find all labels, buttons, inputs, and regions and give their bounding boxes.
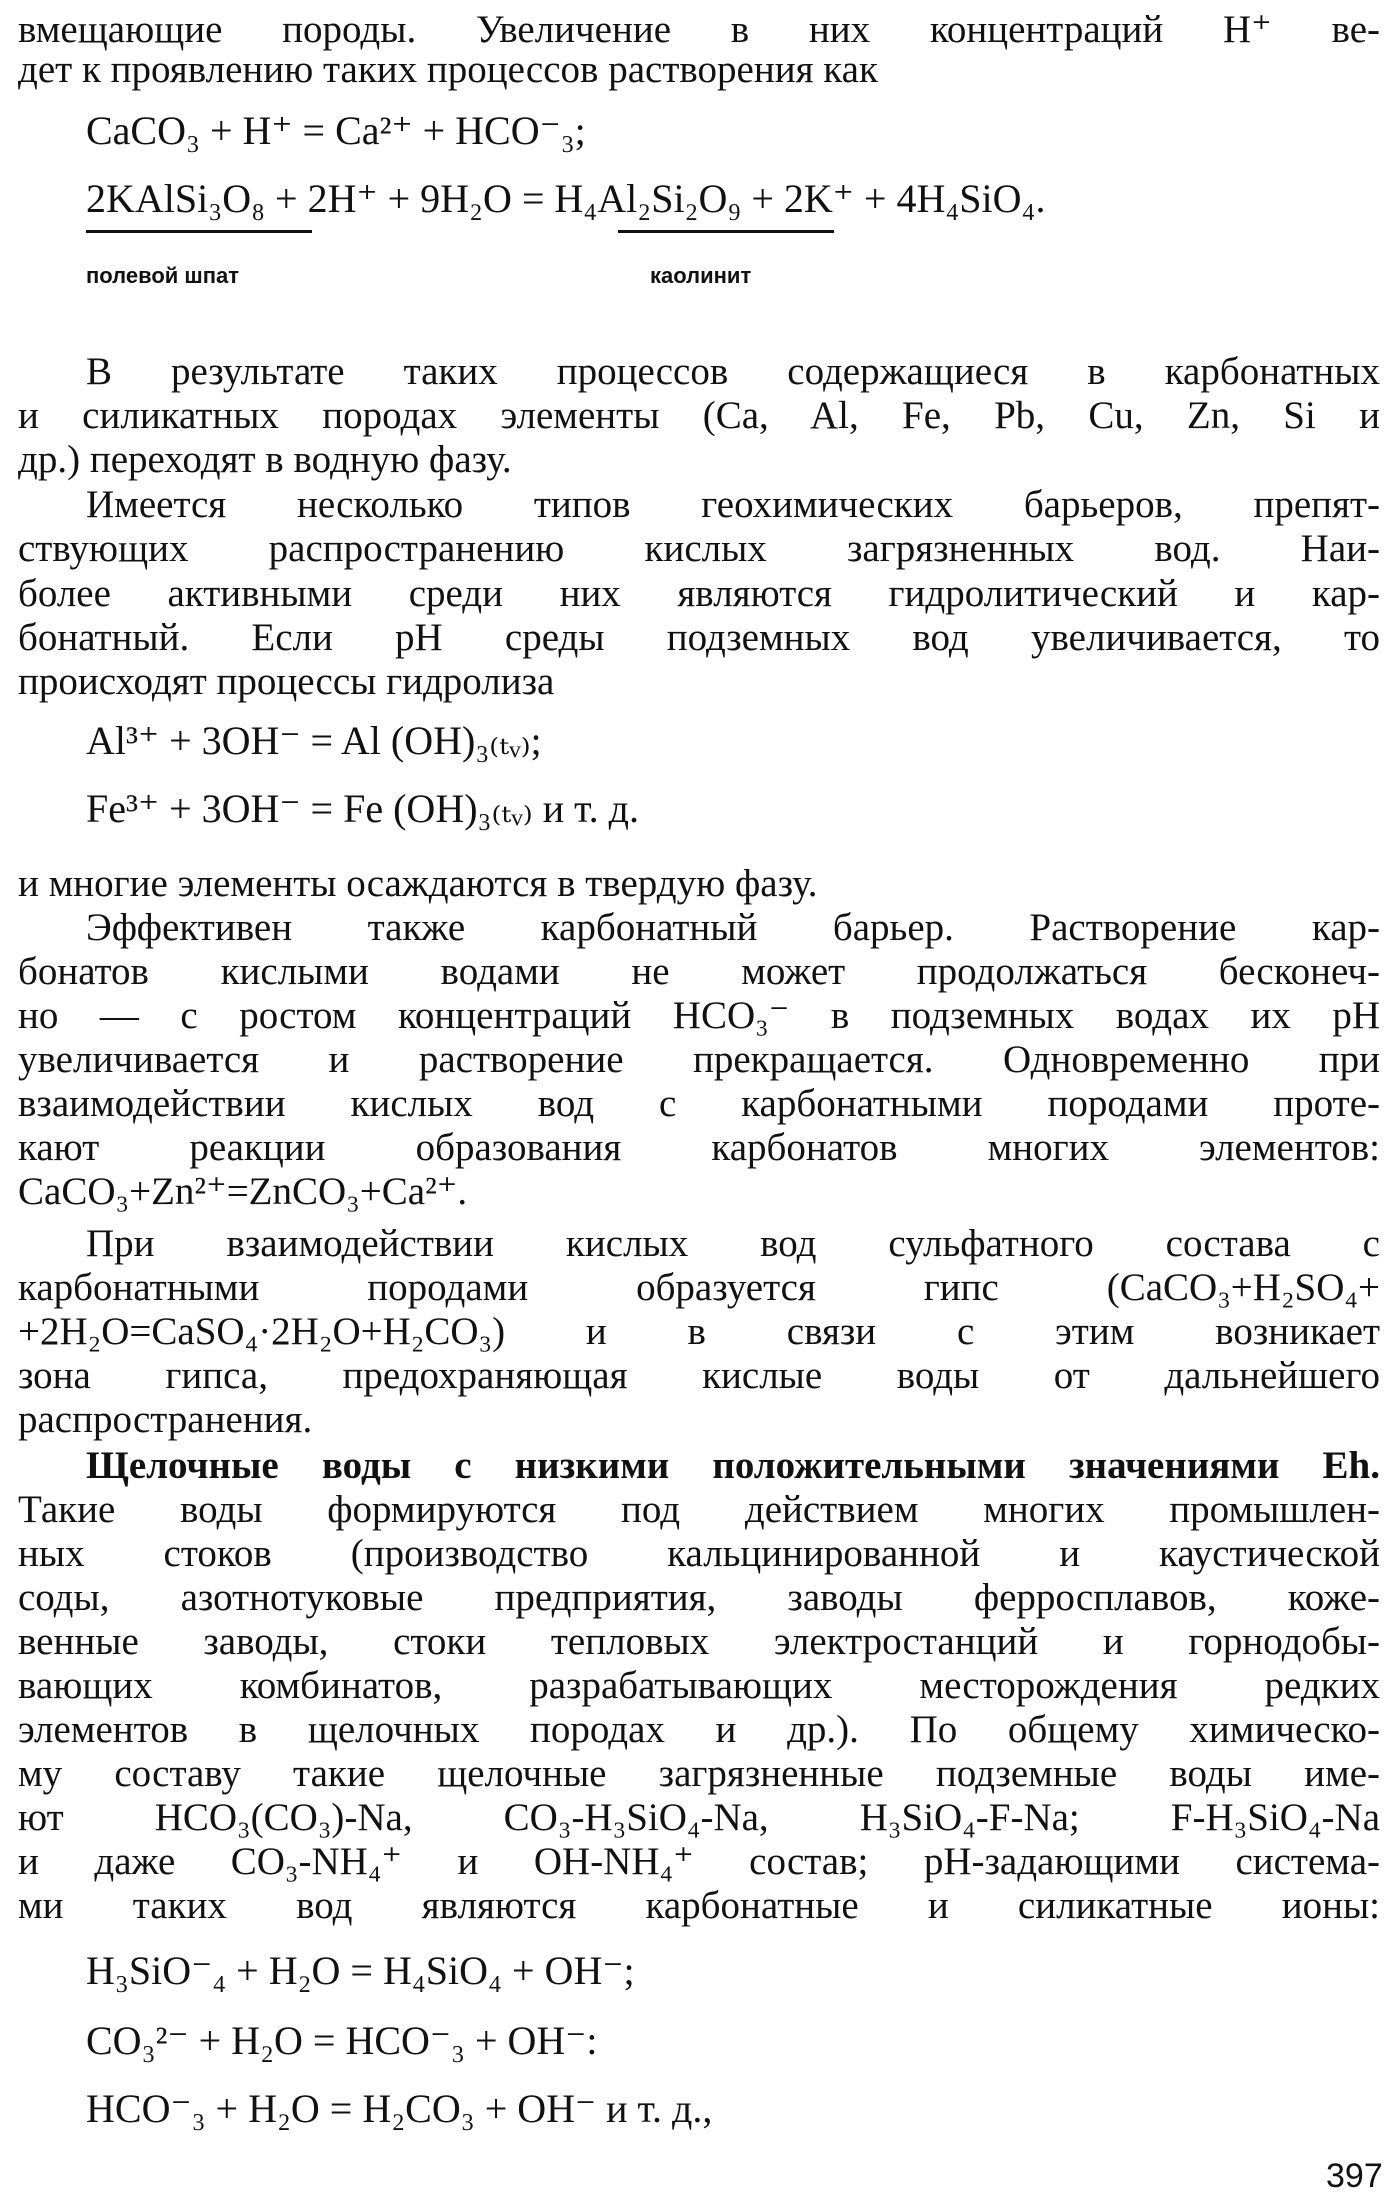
- text-line: +2H₂O=CaSO₄·2H₂O+H₂CO₃) и в связи с этим возникает: [18, 1310, 1380, 1353]
- equation-iron-hydrolysis: Fe³⁺ + 3OH⁻ = Fe (OH)₃₍ₜᵥ₎ и т. д.: [86, 786, 639, 831]
- text-line: и даже CO₃-NH₄⁺ и OH-NH₄⁺ состав; pH-задающими система-: [18, 1840, 1380, 1883]
- text-line: соды, азотнотуковые предприятия, заводы ферросплавов, коже-: [18, 1576, 1380, 1619]
- kaolinite-underline: [618, 230, 834, 233]
- text-line: вмещающие породы. Увеличение в них концентраций H⁺ ве-: [18, 8, 1380, 51]
- equation-feldspar-kaolinite: 2KAlSi₃O₈ + 2H⁺ + 9H₂O = H₄Al₂Si₂O₉ + 2K⁺ + 4H₄SiO₄.: [86, 176, 1046, 221]
- text-line: ют HCO₃(CO₃)-Na, CO₃-H₃SiO₄-Na, H₃SiO₄-F-Na; F-H₃SiO₄-Na: [18, 1796, 1380, 1839]
- text-line: ми таких вод являются карбонатные и силикатные ионы:: [18, 1884, 1380, 1927]
- label-feldspar: полевой шпат: [86, 263, 240, 288]
- equation-bicarbonate-hydrolysis: HCO⁻₃ + H₂O = H₂CO₃ + OH⁻ и т. д.,: [86, 2086, 713, 2131]
- text-line: Такие воды формируются под действием многих промышлен-: [18, 1488, 1380, 1531]
- text-line: кают реакции образования карбонатов многих элементов:: [18, 1126, 1380, 1169]
- text-line: му составу такие щелочные загрязненные подземные воды име-: [18, 1752, 1380, 1795]
- text-line: дет к проявлению таких процессов растворения как: [18, 48, 878, 91]
- text-line: вающих комбинатов, разрабатывающих месторождения редких: [18, 1664, 1380, 1707]
- text-line: элементов в щелочных породах и др.). По общему химическо-: [18, 1708, 1380, 1751]
- text-line: увеличивается и растворение прекращается. Одновременно при: [18, 1038, 1380, 1081]
- text-line: В результате таких процессов содержащиеся в карбонатных: [86, 350, 1380, 393]
- text-line: др.) переходят в водную фазу.: [18, 438, 512, 481]
- text-line: зона гипса, предохраняющая кислые воды от дальнейшего: [18, 1354, 1380, 1397]
- page-number: 397: [1326, 2157, 1383, 2195]
- text-line: но — с ростом концентраций HCO₃⁻ в подземных водах их pH: [18, 994, 1380, 1037]
- section-heading: Щелочные воды с низкими положительными значениями Eh.: [86, 1444, 1380, 1487]
- text-line: и многие элементы осаждаются в твердую фазу.: [18, 862, 818, 905]
- text-line: CaCO₃+Zn²⁺=ZnCO₃+Ca²⁺.: [18, 1170, 468, 1213]
- text-line: ствующих распространению кислых загрязненных вод. Наи-: [18, 527, 1380, 570]
- equation-calcite-dissolution: CaCO₃ + H⁺ = Ca²⁺ + HCO⁻₃;: [86, 108, 586, 153]
- equation-silicate-hydrolysis: H₃SiO⁻₄ + H₂O = H₄SiO₄ + OH⁻;: [86, 1948, 635, 1993]
- text-line: бонатный. Если pH среды подземных вод увеличивается, то: [18, 616, 1380, 659]
- text-line: и силикатных породах элементы (Ca, Al, Fe, Pb, Cu, Zn, Si и: [18, 394, 1380, 437]
- text-line: Эффективен также карбонатный барьер. Растворение кар-: [86, 906, 1380, 949]
- text-line: распространения.: [18, 1398, 313, 1441]
- equation-carbonate-hydrolysis: CO₃²⁻ + H₂O = HCO⁻₃ + OH⁻:: [86, 2018, 598, 2063]
- text-line: При взаимодействии кислых вод сульфатного состава с: [86, 1222, 1380, 1265]
- text-line: происходят процессы гидролиза: [18, 660, 555, 703]
- text-line: венные заводы, стоки тепловых электростанций и горнодобы-: [18, 1620, 1380, 1663]
- text-line: карбонатными породами образуется гипс (CaCO₃+H₂SO₄+: [18, 1266, 1380, 1309]
- text-line: Имеется несколько типов геохимических барьеров, препят-: [86, 483, 1380, 526]
- text-line: ных стоков (производство кальцинированной и каустической: [18, 1532, 1380, 1575]
- equation-aluminium-hydrolysis: Al³⁺ + 3OH⁻ = Al (OH)₃₍ₜᵥ₎;: [86, 718, 542, 763]
- text-line: взаимодействии кислых вод с карбонатными породами проте-: [18, 1082, 1380, 1125]
- label-kaolinite: каолинит: [650, 263, 752, 288]
- feldspar-underline: [86, 230, 312, 233]
- text-line: более активными среди них являются гидролитический и кар-: [18, 572, 1380, 615]
- text-line: бонатов кислыми водами не может продолжаться бесконеч-: [18, 950, 1380, 993]
